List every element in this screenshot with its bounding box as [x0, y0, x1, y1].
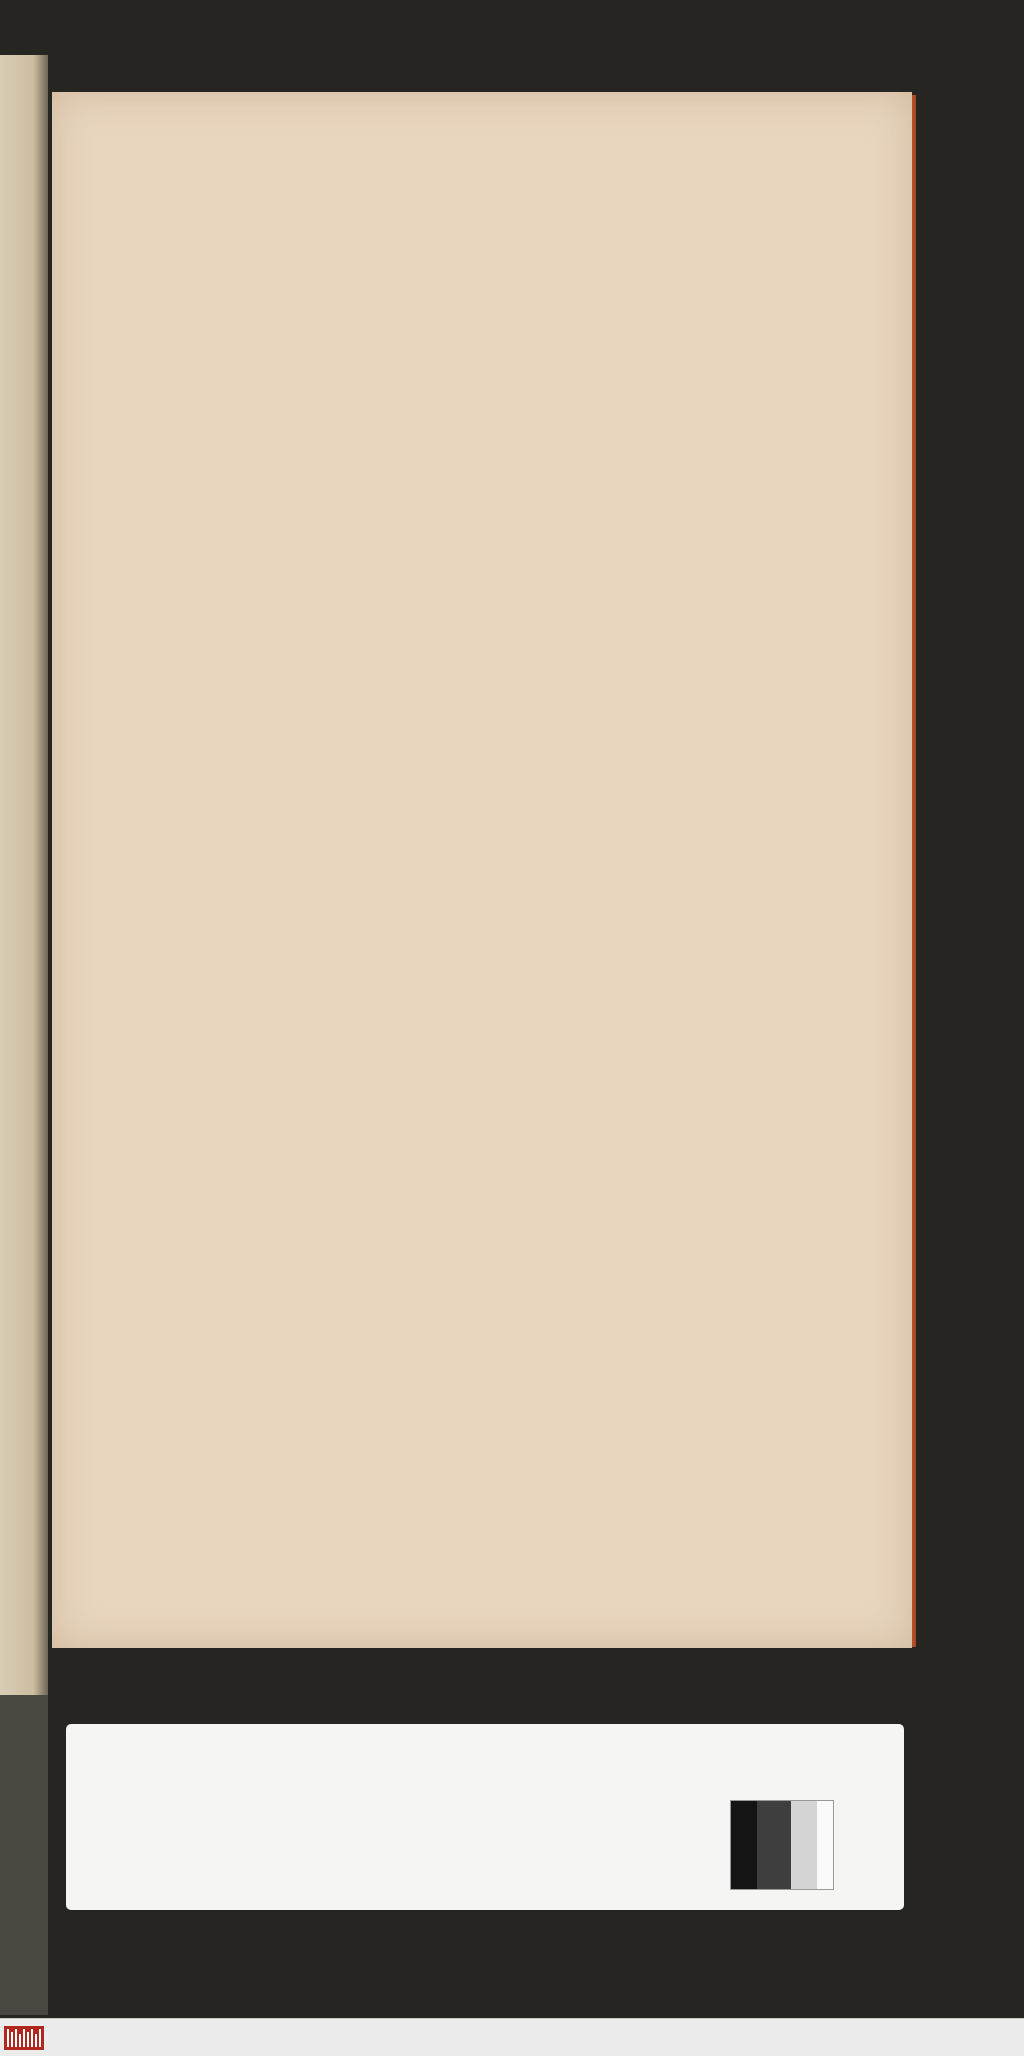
color-scale-card — [66, 1724, 904, 1910]
facing-page-edge — [0, 55, 48, 2015]
book-page — [52, 92, 912, 1648]
gray-swatches — [730, 1800, 834, 1890]
cm-ruler — [102, 1790, 522, 1900]
swatch-white — [817, 1801, 833, 1889]
swatch-dark-gray — [757, 1801, 791, 1889]
page-footer — [148, 1532, 808, 1566]
hab-logo-icon — [4, 2026, 44, 2050]
swatch-black — [731, 1801, 757, 1889]
status-bar — [0, 2018, 1024, 2056]
swatch-light-gray — [791, 1801, 817, 1889]
